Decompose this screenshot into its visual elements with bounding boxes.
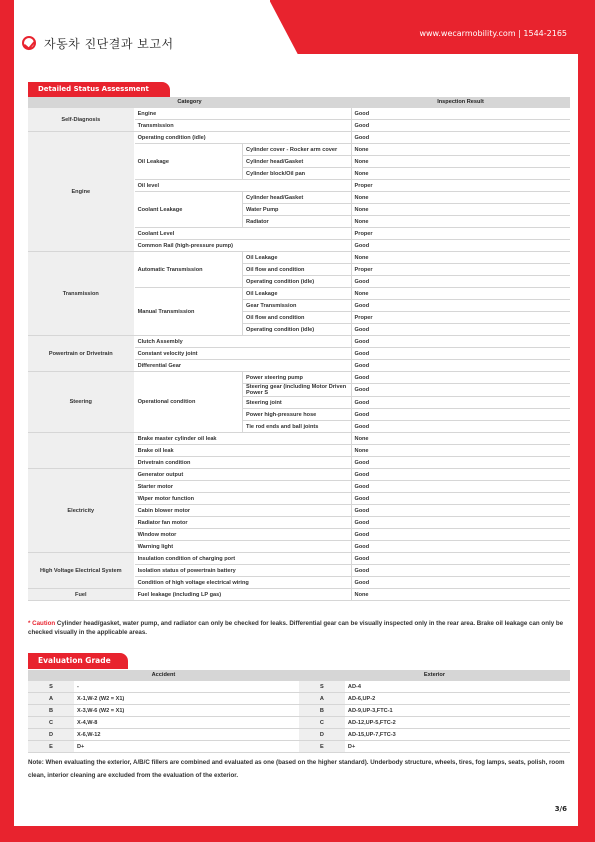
subcategory-cell: Drivetrain condition (134, 457, 351, 469)
detail-cell: Oil flow and condition (243, 264, 351, 276)
exterior-value-cell: AD-4 (345, 681, 570, 693)
result-cell: Good (351, 565, 570, 577)
subcategory-cell: Cabin blower motor (134, 505, 351, 517)
result-cell: Good (351, 276, 570, 288)
detail-cell: Gear Transmission (243, 300, 351, 312)
exterior-value-cell: AD-12,UP-5,FTC-2 (345, 717, 570, 729)
result-cell: Good (351, 300, 570, 312)
subcategory-cell: Wiper motor function (134, 493, 351, 505)
subcategory-cell: Brake oil leak (134, 445, 351, 457)
category-cell: Electricity (28, 469, 134, 553)
status-row (28, 132, 570, 144)
exterior-value-cell: AD-15,UP-7,FTC-3 (345, 729, 570, 741)
subcategory-cell: Oil Leakage (134, 144, 242, 180)
result-cell: Good (351, 481, 570, 493)
result-cell: None (351, 168, 570, 180)
result-cell: Good (351, 505, 570, 517)
subcategory-cell: Coolant Level (134, 228, 351, 240)
result-cell: None (351, 589, 570, 601)
exterior-value-cell: AD-6,UP-2 (345, 693, 570, 705)
result-cell: Good (351, 240, 570, 252)
subcategory-cell: Brake master cylinder oil leak (134, 433, 351, 445)
result-cell: Good (351, 409, 570, 421)
subcategory-cell: Operational condition (134, 372, 242, 433)
subcategory-cell: Differential Gear (134, 360, 351, 372)
subcategory-cell: Radiator fan motor (134, 517, 351, 529)
detail-cell: Cylinder head/Gasket (243, 192, 351, 204)
status-row (28, 372, 570, 384)
result-cell: Proper (351, 264, 570, 276)
result-cell: Good (351, 421, 570, 433)
result-cell: Proper (351, 312, 570, 324)
grade-row (28, 729, 570, 741)
accident-value-cell: X-4,W-8 (74, 717, 299, 729)
subcategory-cell: Transmission (134, 120, 351, 132)
caution-label: * Caution (28, 620, 56, 627)
result-cell: Good (351, 541, 570, 553)
detail-cell: Power steering pump (243, 372, 351, 384)
category-cell: Powertrain or Drivetrain (28, 336, 134, 372)
result-cell: Good (351, 324, 570, 336)
category-cell: Engine (28, 132, 134, 252)
accident-value-cell: - (74, 681, 299, 693)
result-cell: Good (351, 457, 570, 469)
header-red-band (270, 0, 595, 54)
result-cell: Good (351, 397, 570, 409)
result-cell: None (351, 445, 570, 457)
result-cell: Good (351, 120, 570, 132)
result-cell: Good (351, 529, 570, 541)
grade-exterior-cell: B (299, 705, 345, 717)
category-cell: High Voltage Electrical System (28, 553, 134, 589)
frame-left (0, 0, 14, 830)
status-row (28, 108, 570, 120)
grade-accident-cell: D (28, 729, 74, 741)
result-cell: None (351, 204, 570, 216)
detail-cell: Oil flow and condition (243, 312, 351, 324)
result-cell: Good (351, 108, 570, 120)
detail-cell: Power high-pressure hose (243, 409, 351, 421)
grade-accident-cell: A (28, 693, 74, 705)
detail-cell: Operating condition (idle) (243, 324, 351, 336)
status-row (28, 252, 570, 264)
subcategory-cell: Automatic Transmission (134, 252, 242, 288)
grade-row (28, 741, 570, 753)
result-cell: Good (351, 517, 570, 529)
result-cell: None (351, 288, 570, 300)
status-row (28, 433, 570, 445)
detail-cell: Oil Leakage (243, 288, 351, 300)
result-cell: None (351, 156, 570, 168)
frame-bottom (0, 826, 595, 842)
category-cell: Self-Diagnosis (28, 108, 134, 132)
grade-exterior-cell: E (299, 741, 345, 753)
frame-right (578, 0, 595, 830)
subcategory-cell: Fuel leakage (including LP gas) (134, 589, 351, 601)
detail-cell: Radiator (243, 216, 351, 228)
status-row (28, 553, 570, 565)
detail-cell: Cylinder block/Oil pan (243, 168, 351, 180)
accident-value-cell: X-3,W-6 (W2 = X1) (74, 705, 299, 717)
grade-exterior-cell: A (299, 693, 345, 705)
exterior-value-cell: D+ (345, 741, 570, 753)
subcategory-cell: Condition of high voltage electrical wiring (134, 577, 351, 589)
status-row (28, 336, 570, 348)
grade-exterior-cell: D (299, 729, 345, 741)
result-cell: Good (351, 132, 570, 144)
subcategory-cell: Common Rail (high-pressure pump) (134, 240, 351, 252)
grade-body (28, 681, 570, 753)
status-section-tag: Detailed Status Assessment (28, 82, 170, 97)
grade-accident-cell: B (28, 705, 74, 717)
status-row (28, 589, 570, 601)
grade-row (28, 717, 570, 729)
grade-row (28, 705, 570, 717)
result-cell: None (351, 252, 570, 264)
grade-accident-cell: S (28, 681, 74, 693)
result-cell: Good (351, 553, 570, 565)
result-cell: Good (351, 372, 570, 384)
page-number: 3/6 (554, 805, 567, 813)
detail-cell: Operating condition (idle) (243, 276, 351, 288)
result-cell: Good (351, 336, 570, 348)
website-contact: www.wecarmobility.com | 1544-2165 (419, 29, 567, 38)
detail-cell: Water Pump (243, 204, 351, 216)
detail-cell: Steering gear (including Motor Driven Power S (243, 384, 351, 397)
result-cell: Proper (351, 180, 570, 192)
grade-row (28, 693, 570, 705)
result-cell: None (351, 144, 570, 156)
subcategory-cell: Coolant Leakage (134, 192, 242, 228)
category-cell: Transmission (28, 252, 134, 336)
grade-accident-cell: E (28, 741, 74, 753)
grade-accident-cell: C (28, 717, 74, 729)
result-cell: Good (351, 384, 570, 397)
detail-cell: Tie rod ends and ball joints (243, 421, 351, 433)
category-cell: Steering (28, 372, 134, 433)
result-cell: Good (351, 360, 570, 372)
caution-note (28, 619, 573, 637)
detail-cell: Cylinder head/Gasket (243, 156, 351, 168)
exterior-value-cell: AD-9,UP-3,FTC-1 (345, 705, 570, 717)
grade-exterior-cell: S (299, 681, 345, 693)
subcategory-cell: Engine (134, 108, 351, 120)
subcategory-cell: Window motor (134, 529, 351, 541)
result-cell: None (351, 216, 570, 228)
detail-cell: Oil Leakage (243, 252, 351, 264)
subcategory-cell: Manual Transmission (134, 288, 242, 336)
grade-header-row (28, 670, 570, 681)
accident-value-cell: X-1,W-2 (W2 = X1) (74, 693, 299, 705)
result-cell: Good (351, 577, 570, 589)
status-row (28, 469, 570, 481)
grade-row (28, 681, 570, 693)
result-cell: Good (351, 493, 570, 505)
category-cell (28, 433, 134, 469)
result-cell: None (351, 433, 570, 445)
result-header: Inspection Result (351, 97, 570, 108)
grade-table (28, 670, 570, 753)
evaluation-note: Note: When evaluating the exterior, A/B/C fillers are combined and evaluated as one (based on the higher standard). Underbody structure, wheels, tires, fog lamps, seats, polish, room clean, interior cleaning are excluded from the evaluation of the exterior. (28, 759, 565, 779)
report-title: 자동차 진단결과 보고서 (44, 37, 174, 51)
status-table (28, 97, 570, 601)
subcategory-cell: Isolation status of powertrain battery (134, 565, 351, 577)
detail-cell: Steering joint (243, 397, 351, 409)
accident-header: Accident (28, 670, 299, 681)
grade-section-tag: Evaluation Grade (28, 653, 128, 669)
caution-text: Cylinder head/gasket, water pump, and radiator can only be checked for leaks. Differential gear can be visually inspected only in the rear area. Brake oil leakage can only be checked visually in the applicable areas. (28, 620, 564, 636)
exterior-header: Exterior (299, 670, 570, 681)
grade-exterior-cell: C (299, 717, 345, 729)
subcategory-cell: Clutch Assembly (134, 336, 351, 348)
result-cell: Good (351, 469, 570, 481)
result-cell: None (351, 192, 570, 204)
accident-value-cell: D+ (74, 741, 299, 753)
status-header-row (28, 97, 570, 108)
category-header: Category (28, 97, 351, 108)
accident-value-cell: X-6,W-12 (74, 729, 299, 741)
status-body (28, 108, 570, 601)
result-cell: Good (351, 348, 570, 360)
subcategory-cell: Constant velocity joint (134, 348, 351, 360)
category-cell: Fuel (28, 589, 134, 601)
subcategory-cell: Starter motor (134, 481, 351, 493)
subcategory-cell: Warning light (134, 541, 351, 553)
subcategory-cell: Insulation condition of charging port (134, 553, 351, 565)
subcategory-cell: Operating condition (idle) (134, 132, 351, 144)
subcategory-cell: Oil level (134, 180, 351, 192)
detail-cell: Cylinder cover - Rocker arm cover (243, 144, 351, 156)
check-circle-icon (22, 36, 36, 50)
result-cell: Proper (351, 228, 570, 240)
subcategory-cell: Generator output (134, 469, 351, 481)
